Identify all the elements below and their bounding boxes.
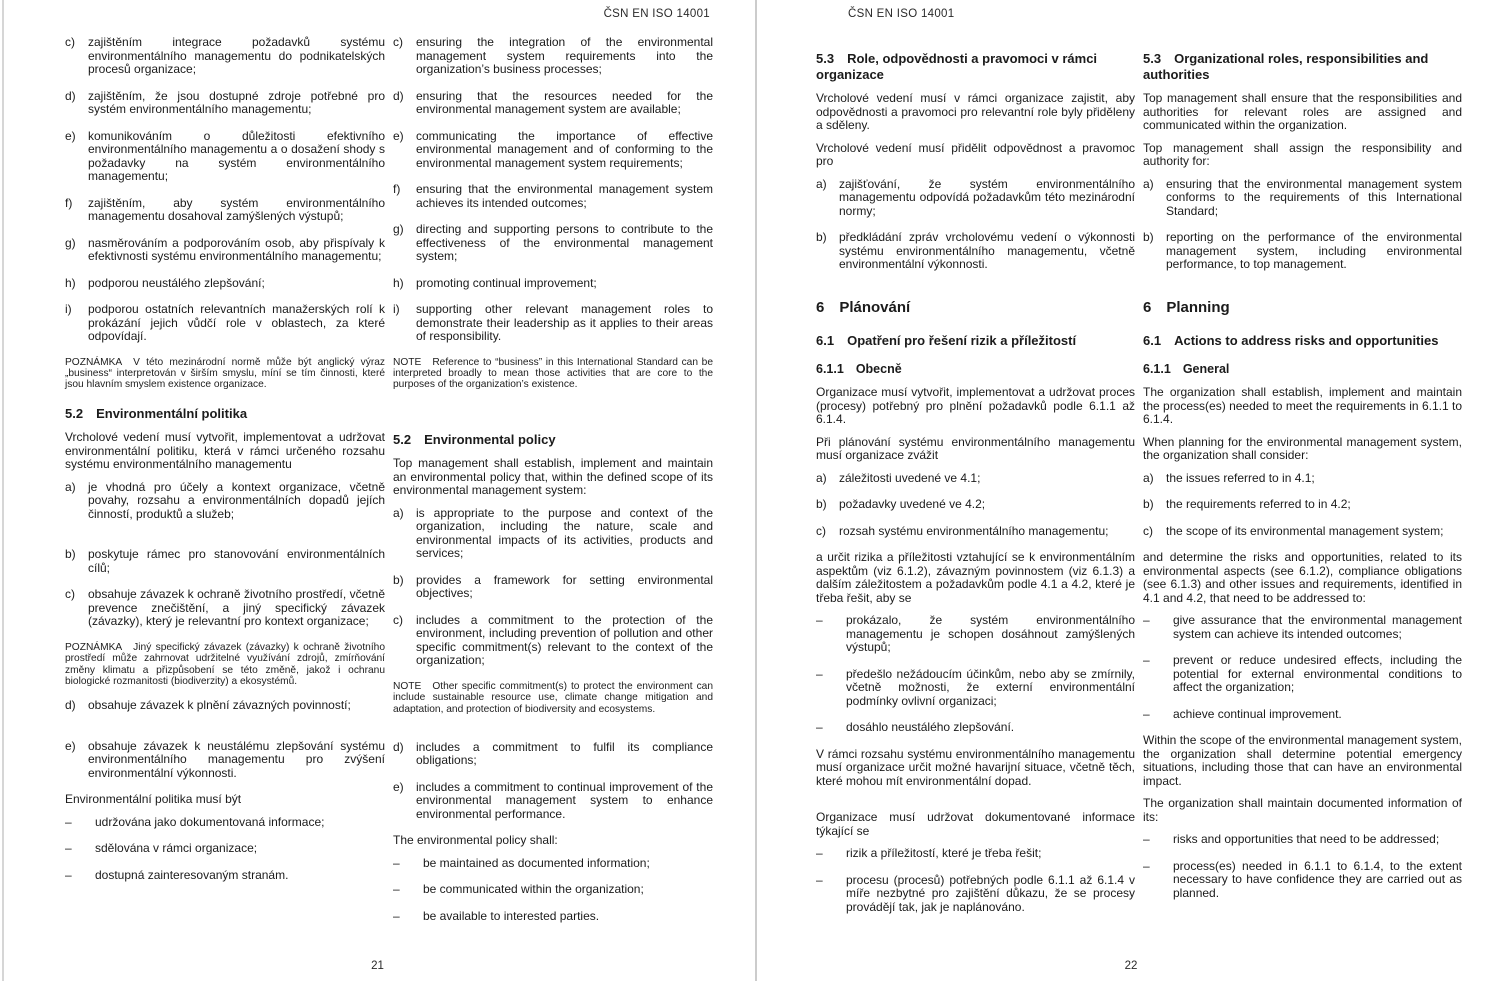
- dash-item: [393, 883, 713, 897]
- section-number: 6: [1143, 298, 1152, 316]
- list-item: [816, 498, 1135, 512]
- list-item: [65, 588, 385, 629]
- dash-marker: –: [65, 814, 72, 829]
- list-item-text: zajištěním integrace požadavků systému environmentálního managementu do podnikatelských procesů organizace;: [88, 35, 385, 76]
- dash-item: [1143, 614, 1462, 641]
- list-item: [393, 741, 713, 768]
- section-heading: [816, 51, 1135, 82]
- dash-item: [393, 857, 713, 871]
- note-text: Jiný specifický závazek (závazky) k ochraně životního prostředí může zahrnovat udržitelné využívání zdrojů, zmírňování změny klimatu a přizpůsobení se této změně, jakož i ochranu biologické rozmanitosti (biodiverzity) a ekosystémů.: [65, 641, 385, 687]
- section-title: Environmentální politika: [96, 405, 248, 421]
- list-item: [65, 130, 385, 184]
- list-item: [1143, 525, 1462, 539]
- list-item: [393, 277, 713, 291]
- dash-item-text: dostupná zainteresovaným stranám.: [95, 867, 289, 882]
- paragraph: Vrcholové vedení musí přidělit odpovědnost a pravomoc pro: [816, 140, 1135, 168]
- section-number: 5.2: [65, 405, 84, 421]
- paragraph: Top management shall ensure that the responsibilities and authorities for relevant roles are assigned and communicated within the organization.: [1143, 91, 1462, 132]
- text-columns: [816, 36, 1462, 927]
- list-item: [65, 237, 385, 264]
- list-item-text: komunikováním o důležitosti efektivního environmentálního managementu a o dosažení shody s požadavky na systém environmentálního managementu;: [88, 128, 385, 183]
- dash-item: [1143, 833, 1462, 847]
- dash-item-text: process(es) needed in 6.1.1 to 6.1.4, to the extent necessary to have confidence they are carried out as planned.: [1173, 858, 1462, 900]
- paragraph: The environmental policy shall:: [393, 833, 558, 848]
- dash-marker: –: [393, 908, 400, 923]
- paragraph: Organizace musí udržovat dokumentované informace týkající se: [816, 810, 1135, 838]
- column-english: [393, 36, 713, 936]
- list-item-text: zajišťování, že systém environmentálního managementu odpovídá požadavkům této mezinárodní normy;: [839, 176, 1135, 218]
- list-item-label: d): [65, 698, 76, 713]
- list-item-text: rozsah systému environmentálního managementu;: [839, 523, 1109, 538]
- list-item: [393, 90, 713, 117]
- list-item: [393, 507, 713, 561]
- list-item: [393, 303, 713, 344]
- section-number: 5.3: [816, 51, 835, 66]
- dash-item-text: risks and opportunities that need to be addressed;: [1173, 832, 1440, 846]
- list-item-label: a): [1143, 470, 1154, 485]
- dash-item-text: dosáhlo neustálého zlepšování.: [846, 720, 1015, 734]
- section-heading: [65, 406, 385, 422]
- list-item-text: provides a framework for setting environmental objectives;: [416, 572, 713, 601]
- list-item: [816, 231, 1135, 272]
- list-item: [1143, 231, 1462, 272]
- dash-item-text: achieve continual improvement.: [1173, 706, 1342, 721]
- list-item-label: c): [393, 35, 403, 49]
- paragraph: The organization shall establish, implement and maintain the process(es) needed to meet the requirements in 6.1.1 to 6.1.4.: [1143, 385, 1462, 426]
- section-heading: [816, 362, 1135, 377]
- dash-item-text: procesu (procesů) potřebných podle 6.1.1 až 6.1.4 v míře nezbytné pro zajištění důkazu, že se procesy provádějí tak, jak je naplánováno.: [846, 872, 1135, 914]
- list-item-label: c): [1143, 523, 1153, 538]
- list-item-text: poskytuje rámec pro stanovování environmentálních cílů;: [88, 547, 385, 575]
- list-item: [65, 548, 385, 575]
- list-item-label: d): [393, 739, 404, 754]
- dash-marker: –: [1143, 613, 1150, 627]
- column-english: [1143, 36, 1462, 927]
- list-item-text: supporting other relevant management roles to demonstrate their leadership as it applies to their areas of responsibility.: [416, 302, 713, 343]
- section-title: Plánování: [839, 298, 911, 316]
- dash-item: [1143, 708, 1462, 722]
- paragraph: Při plánování systému environmentálního managementu musí organizace zvážit: [816, 434, 1135, 462]
- section-title: General: [1182, 362, 1230, 376]
- dash-item: [1143, 654, 1462, 695]
- list-item-label: c): [393, 612, 403, 627]
- list-item: [65, 699, 385, 713]
- page-number: 22: [1124, 960, 1138, 972]
- list-item-label: h): [393, 275, 404, 290]
- dash-item-text: be communicated within the organization;: [423, 882, 644, 897]
- vertical-spacer: [393, 403, 713, 417]
- note-label: POZNÁMKA: [65, 356, 123, 368]
- list-item: [65, 481, 385, 522]
- list-item-label: e): [65, 128, 76, 143]
- dash-item: [816, 668, 1135, 709]
- list-item-label: f): [393, 182, 401, 196]
- list-item-text: požadavky uvedené ve 4.2;: [839, 497, 986, 511]
- dash-item-text: be maintained as documented information;: [423, 855, 650, 870]
- list-item-label: e): [393, 128, 404, 143]
- note-text: V této mezinárodní normě může být anglický výraz „business“ interpretován v širším smyslu, míní se tím činnosti, které jsou hlavním smyslem existence organizace.: [65, 356, 385, 391]
- vertical-spacer: [393, 727, 713, 741]
- list-item-text: zajištěním, že jsou dostupné zdroje potřebné pro systém environmentálního managementu;: [88, 88, 385, 116]
- list-item-text: ensuring that the environmental management system conforms to the requirements of this International Standard;: [1166, 176, 1462, 218]
- dash-marker: –: [1143, 832, 1150, 846]
- dash-item: [1143, 860, 1462, 901]
- column-czech: [816, 36, 1135, 927]
- list-item: [393, 574, 713, 601]
- dash-marker: –: [393, 855, 400, 870]
- list-item-text: includes a commitment to continual improvement of the environmental management system to enhance environmental performance.: [416, 779, 713, 821]
- list-item-label: c): [65, 587, 75, 602]
- dash-item: [816, 614, 1135, 655]
- dash-item: [816, 721, 1135, 735]
- list-item-text: ensuring that the environmental management system achieves its intended outcomes;: [416, 182, 713, 210]
- list-item-text: promoting continual improvement;: [416, 275, 597, 290]
- section-number: 5.2: [393, 431, 412, 447]
- list-item-label: d): [393, 88, 404, 103]
- dash-item-text: prevent or reduce undesired effects, including the potential for external environmental conditions to affect the organization;: [1173, 653, 1462, 694]
- section-title: Obecně: [855, 362, 902, 376]
- section-number: 6.1.1: [816, 362, 844, 376]
- dash-marker: –: [65, 841, 72, 856]
- dash-marker: –: [1143, 858, 1150, 873]
- section-title: Opatření pro řešení rizik a příležitostí: [847, 332, 1077, 348]
- section-title: Planning: [1166, 298, 1230, 316]
- list-item: [65, 303, 385, 344]
- paragraph: Vrcholové vedení musí vytvořit, implementovat a udržovat environmentální politiku, která v rámci určeného rozsahu systému environmentálního managementu: [65, 430, 385, 472]
- dash-item-text: be available to interested parties.: [423, 908, 600, 923]
- section-heading: [1143, 51, 1462, 82]
- list-item-label: b): [1143, 230, 1154, 244]
- list-item-text: the issues referred to in 4.1;: [1166, 470, 1315, 485]
- dash-item: [65, 842, 385, 856]
- note-paragraph: [65, 357, 385, 391]
- list-item-label: b): [65, 547, 76, 562]
- running-header: ČSN EN ISO 14001: [848, 8, 955, 20]
- note-text: Reference to “business” in this International Standard can be interpreted broadly to mean those activities that are core to the purposes of the organization’s existence.: [393, 356, 713, 391]
- list-item-label: d): [65, 88, 76, 103]
- list-item-label: h): [65, 275, 76, 290]
- note-paragraph: [65, 642, 385, 688]
- list-item-text: communicating the importance of effective environmental management and of conforming to the environmental management system requirements;: [416, 128, 713, 170]
- list-item: [816, 472, 1135, 486]
- section-number: 6.1.1: [1143, 362, 1171, 376]
- list-item-text: nasměrováním a podporováním osob, aby přispívaly k efektivnosti systému environmentálního managementu;: [88, 235, 385, 263]
- paragraph: The organization shall maintain documented information of its:: [1143, 796, 1462, 824]
- dash-item-text: rizik a příležitostí, které je třeba řešit;: [846, 846, 1042, 860]
- list-item-label: b): [816, 497, 827, 511]
- list-item-label: g): [393, 222, 404, 236]
- list-item: [65, 740, 385, 781]
- list-item: [65, 36, 385, 77]
- text-columns: [65, 36, 713, 936]
- vertical-spacer: [816, 797, 1135, 811]
- list-item-label: b): [816, 230, 827, 244]
- list-item: [393, 614, 713, 668]
- list-item-label: g): [65, 235, 76, 250]
- section-number: 6.1: [816, 332, 835, 348]
- dash-marker: –: [816, 666, 823, 681]
- list-item: [393, 781, 713, 822]
- list-item-text: the requirements referred to in 4.2;: [1166, 497, 1351, 511]
- column-czech: [65, 36, 385, 936]
- dash-marker: –: [816, 872, 823, 887]
- section-number: 6.1: [1143, 332, 1162, 348]
- dash-item: [393, 910, 713, 924]
- dash-item-text: prokázalo, že systém environmentálního managementu je schopen dosáhnout zamýšlených výstupů;: [846, 613, 1135, 654]
- paragraph: a určit rizika a příležitosti vztahující se k environmentálním aspektům (viz 6.1.2), závazným povinnostem (viz 6.1.3) a dalším záležitostem a požadavkům podle 4.1 a 4.2, které je třeba řešit, aby se: [816, 550, 1135, 605]
- section-title: Organizational roles, responsibilities and authorities: [1143, 51, 1429, 82]
- section-number: 6: [816, 298, 825, 316]
- list-item-text: záležitosti uvedené ve 4.1;: [839, 470, 981, 485]
- dash-marker: –: [816, 846, 823, 860]
- dash-marker: –: [393, 882, 400, 897]
- section-title: Actions to address risks and opportunities: [1174, 332, 1439, 348]
- dash-item-text: předešlo nežádoucím účinkům, nebo aby se zmírnily, včetně možnosti, že externí environmentální podmínky ovlivní organizaci;: [846, 666, 1135, 708]
- dash-item: [816, 874, 1135, 915]
- section-heading: [816, 299, 1135, 316]
- paragraph: Top management shall assign the responsibility and authority for:: [1143, 140, 1462, 168]
- list-item-text: ensuring that the resources needed for the environmental management system are available;: [416, 88, 713, 116]
- list-item-label: e): [393, 779, 404, 794]
- list-item-label: a): [1143, 176, 1154, 191]
- list-item-text: ensuring the integration of the environmental management system requirements into the organization’s business processes;: [416, 35, 713, 76]
- page-22: [757, 0, 1510, 981]
- dash-item-text: sdělována v rámci organizace;: [95, 841, 258, 856]
- paragraph: Within the scope of the environmental management system, the organization shall determine potential emergency situations, including those that can have an environmental impact.: [1143, 733, 1462, 788]
- paragraph: Environmentální politika musí být: [65, 792, 242, 807]
- dash-marker: –: [1143, 653, 1150, 667]
- section-number: 5.3: [1143, 51, 1162, 66]
- list-item-label: i): [393, 302, 400, 316]
- note-text: Other specific commitment(s) to protect the environment can include sustainable resource use, climate change mitigation and adaptation, and protection of biodiversity and ecosystems.: [393, 680, 713, 715]
- page-number: 21: [371, 960, 384, 972]
- list-item: [1143, 472, 1462, 486]
- running-header: ČSN EN ISO 14001: [603, 8, 710, 20]
- section-heading: [1143, 362, 1462, 377]
- section-heading: [816, 333, 1135, 349]
- list-item-text: podporou neustálého zlepšování;: [88, 275, 265, 290]
- list-item: [1143, 498, 1462, 512]
- dash-item: [65, 869, 385, 883]
- list-item-text: reporting on the performance of the environmental management system, including environmental performance, to top management.: [1166, 230, 1462, 271]
- list-item: [65, 197, 385, 224]
- paragraph: Top management shall establish, implement and maintain an environmental policy that, within the defined scope of its environmental management system:: [393, 456, 713, 498]
- list-item-text: předkládání zpráv vrcholovému vedení o výkonnosti systému environmentálního managementu, včetně environmentální výkonnosti.: [839, 230, 1135, 271]
- list-item: [65, 90, 385, 117]
- list-item-text: directing and supporting persons to contribute to the effectiveness of the environmental management system;: [416, 222, 713, 263]
- list-item-text: podporou ostatních relevantních manažerských rolí k prokázání jejich vůdčí role v oblastech, za které odpovídají.: [88, 302, 385, 343]
- list-item-label: a): [65, 479, 76, 494]
- list-item-text: obsahuje závazek k plnění závazných povinností;: [88, 698, 351, 713]
- note-paragraph: [393, 681, 713, 715]
- list-item-text: the scope of its environmental management system;: [1166, 523, 1444, 538]
- note-label: POZNÁMKA: [65, 641, 123, 653]
- list-item-label: e): [65, 738, 76, 753]
- list-item: [65, 277, 385, 291]
- list-item-text: obsahuje závazek k ochraně životního prostředí, včetně prevence znečištění, a jiný specifický závazek (závazky), který je relevantní pro kontext organizace;: [88, 587, 385, 629]
- paragraph: and determine the risks and opportunities, related to its environmental aspects (see 6.1.2), compliance obligations (see 6.1.3) and other issues and requirements, identified in 4.1 and 4.2, that need to be addressed to:: [1143, 550, 1462, 605]
- list-item: [816, 178, 1135, 219]
- dash-marker: –: [816, 720, 823, 734]
- section-title: Environmental policy: [424, 431, 556, 447]
- list-item-text: is appropriate to the purpose and context of the organization, including the nature, scale and environmental impacts of its activities, products and services;: [416, 505, 713, 561]
- list-item-text: je vhodná pro účely a kontext organizace, včetně povahy, rozsahu a environmentálních dopadů jejích činností, produktů a služeb;: [88, 479, 385, 521]
- note-label: NOTE: [393, 356, 422, 368]
- list-item: [393, 36, 713, 77]
- paragraph: Vrcholové vedení musí v rámci organizace zajistit, aby odpovědnosti a pravomoci pro relevantní role byly přiděleny a sděleny.: [816, 91, 1135, 132]
- section-heading: [393, 432, 713, 448]
- list-item-label: c): [816, 523, 826, 538]
- dash-item: [65, 816, 385, 830]
- section-heading: [1143, 299, 1462, 316]
- dash-item-text: udržována jako dokumentovaná informace;: [95, 814, 325, 829]
- list-item-text: zajištěním, aby systém environmentálního managementu dosahoval zamýšlených výstupů;: [88, 195, 385, 223]
- list-item-text: includes a commitment to the protection of the environment, including prevention of pollution and other specific commitment(s) relevant to the context of the organization;: [416, 612, 713, 668]
- list-item: [816, 525, 1135, 539]
- list-item-label: a): [816, 176, 827, 191]
- vertical-spacer: [65, 534, 385, 548]
- list-item: [1143, 178, 1462, 219]
- dash-marker: –: [65, 867, 72, 882]
- paragraph: When planning for the environmental management system, the organization shall consider:: [1143, 434, 1462, 462]
- list-item-label: a): [393, 505, 404, 520]
- list-item-label: i): [65, 302, 72, 316]
- list-item-label: a): [816, 470, 827, 485]
- dash-item: [816, 847, 1135, 861]
- paragraph: Organizace musí vytvořit, implementovat a udržovat proces (procesy) potřebný pro plnění požadavků podle 6.1.1 až 6.1.4.: [816, 385, 1135, 426]
- section-title: Role, odpovědnosti a pravomoci v rámci organizace: [816, 51, 1098, 82]
- dash-item-text: give assurance that the environmental management system can achieve its intended outcomes;: [1173, 613, 1462, 641]
- vertical-spacer: [65, 726, 385, 740]
- dash-marker: –: [1143, 706, 1150, 721]
- list-item-label: c): [65, 35, 75, 49]
- list-item-text: obsahuje závazek k neustálému zlepšování systému environmentálního managementu pro zvýšení environmentální výkonnosti.: [88, 738, 385, 780]
- note-label: NOTE: [393, 680, 422, 692]
- note-paragraph: [393, 357, 713, 391]
- paragraph: V rámci rozsahu systému environmentálního managementu musí organizace určit možné havarijní situace, včetně těch, které mohou mít environmentální dopad.: [816, 746, 1135, 788]
- list-item-text: includes a commitment to fulfil its compliance obligations;: [416, 739, 713, 768]
- list-item: [393, 130, 713, 171]
- list-item-label: b): [393, 572, 404, 587]
- section-heading: [1143, 333, 1462, 349]
- dash-marker: –: [816, 613, 823, 627]
- list-item: [393, 223, 713, 264]
- list-item-label: f): [65, 195, 73, 210]
- list-item-label: b): [1143, 497, 1154, 511]
- list-item: [393, 183, 713, 210]
